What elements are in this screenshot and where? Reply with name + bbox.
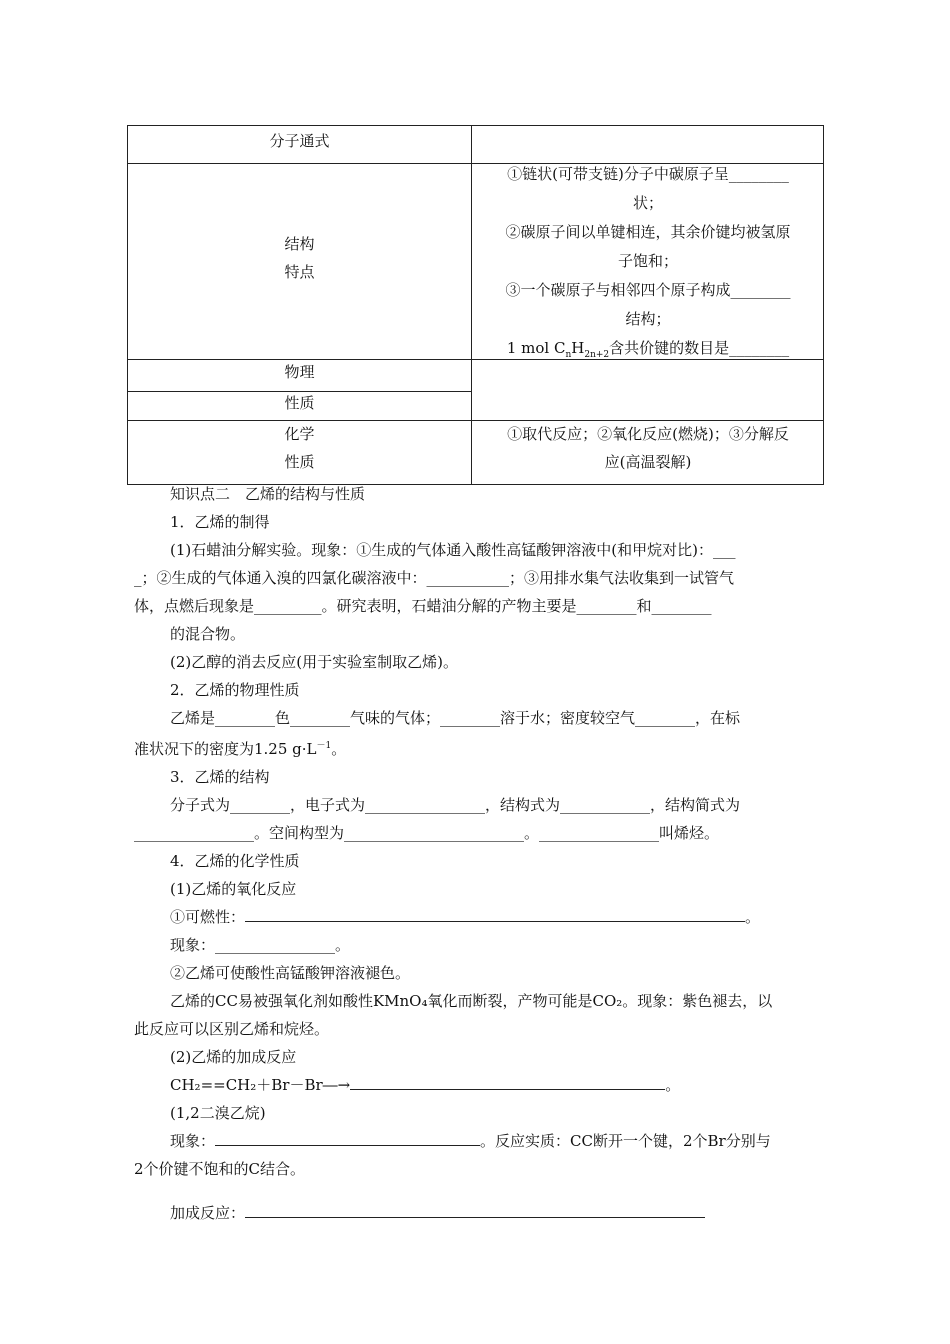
subsection-title: 1．乙烯的制得 (170, 513, 270, 531)
subsection-title: 4．乙烯的化学性质 (170, 852, 300, 870)
combustion-line: ①可燃性： 。 (134, 903, 824, 931)
table-column-divider (471, 126, 472, 484)
chemical-label (128, 420, 471, 476)
paragraph-line: (1)石蜡油分解实验。现象：①生成的气体通入酸性高锰酸钾溶液中(和甲烷对比)：___ (170, 541, 736, 559)
structure-line: 子饱和； (617, 252, 678, 270)
answer-blank[interactable] (245, 1199, 705, 1218)
structure-line: 状； (632, 194, 663, 212)
structure-features (483, 160, 813, 370)
structure-label (128, 230, 471, 286)
answer-blank[interactable] (245, 903, 745, 922)
addition-reaction-line: 加成反应： (134, 1199, 824, 1227)
physical-label-line2: 性质 (284, 394, 315, 412)
structure-line: ③一个碳原子与相邻四个原子构成________ (505, 281, 791, 299)
ethylene-section (134, 480, 824, 1227)
bond-count-line: 1 mol $C_nH_{2n+2}$含共价键的数目是________ (506, 339, 790, 360)
paragraph-line: 准状况下的密度为1.25 $g\cdot L^{-1}$。 (134, 740, 347, 758)
chemical-line: ①取代反应；②氧化反应(燃烧)；③分解反 (507, 425, 789, 443)
subsection-title: 2．乙烯的物理性质 (170, 681, 300, 699)
paragraph-line: (1,2二溴乙烷) (170, 1104, 266, 1122)
general-formula-label: 分子通式 (269, 132, 330, 150)
structure-line: 结构； (625, 310, 671, 328)
structure-label-line1: 结构 (284, 235, 315, 253)
structure-label-line2: 特点 (284, 263, 315, 281)
structure-line: ①链状(可带支链)分子中碳原子呈________ (507, 165, 789, 183)
physical-label-line1: 物理 (284, 363, 315, 381)
chemical-label-line1: 化学 (284, 425, 315, 443)
alkane-properties-table (127, 125, 824, 485)
paragraph-line: 此反应可以区别乙烯和烷烃。 (134, 1020, 330, 1038)
paragraph-line: 分子式为________，电子式为________________，结构式为____________，结构简式为 (170, 796, 741, 814)
paragraph-line: (1)乙烯的氧化反应 (170, 880, 297, 898)
paragraph-line: (2)乙烯的加成反应 (170, 1048, 297, 1066)
structure-line: ②碳原子间以单键相连，其余价键均被氢原 (505, 223, 791, 241)
subsection-title: 3．乙烯的结构 (170, 768, 270, 786)
paragraph-line: ________________。空间构型为________________________。________________叫烯烃。 (134, 824, 720, 842)
chemical-properties (483, 420, 813, 476)
paragraph-line: 现象：________________。 (170, 936, 351, 954)
paragraph-line: ②乙烯可使酸性高锰酸钾溶液褪色。 (170, 964, 411, 982)
phenomenon-line: 现象： 。反应实质：CC断开一个键，2个Br分别与 (134, 1127, 824, 1155)
paragraph-line: 的混合物。 (170, 625, 246, 643)
paragraph-line: _；②生成的气体通入溴的四氯化碳溶液中：___________；③用排水集气法收集到一试管气 (134, 569, 735, 587)
paragraph-line: 体，点燃后现象是_________。研究表明，石蜡油分解的产物主要是________和________ (134, 597, 712, 615)
chemical-line: 应(高温裂解) (604, 453, 692, 471)
paragraph-line: (2)乙醇的消去反应(用于实验室制取乙烯)。 (170, 653, 458, 671)
chemical-label-line2: 性质 (284, 453, 315, 471)
answer-blank[interactable] (215, 1127, 480, 1146)
answer-blank[interactable] (350, 1071, 665, 1090)
paragraph-line: 乙烯的CC易被强氧化剂如酸性KMnO₄氧化而断裂，产物可能是CO₂。现象：紫色褪去，以 (170, 992, 773, 1010)
paragraph-line: 2个价键不饱和的C结合。 (134, 1160, 306, 1178)
addition-equation: CH₂==CH₂＋Br－Br―→ 。 (134, 1071, 824, 1099)
paragraph-line: 乙烯是________色________气味的气体；________溶于水；密度较空气________，在标 (170, 709, 741, 727)
section-heading: 知识点二 乙烯的结构与性质 (170, 485, 366, 503)
